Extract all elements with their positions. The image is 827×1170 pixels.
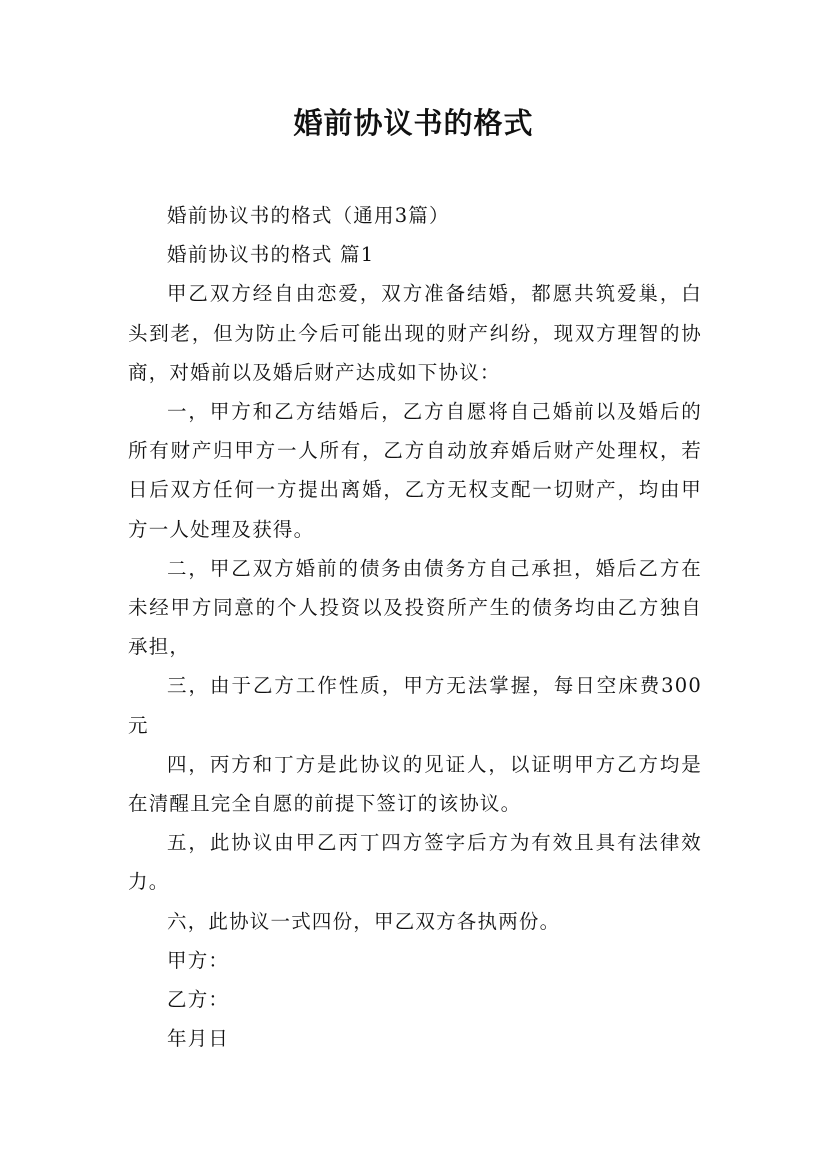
paragraph-section-heading: 婚前协议书的格式 篇1 <box>167 243 375 267</box>
document-title: 婚前协议书的格式 <box>293 106 534 140</box>
paragraph-clause-3: 三，由于乙方工作性质，甲方无法掌握，每日空床费300元 <box>128 674 702 737</box>
signature-party-b: 乙方： <box>167 988 230 1012</box>
paragraph-intro: 甲乙双方经自由恋爱，双方准备结婚，都愿共筑爱巢，白头到老，但为防止今后可能出现的财产纠纷，现双方理智的协商，对婚前以及婚后财产达成如下协议： <box>128 282 702 384</box>
paragraph-clause-2: 二，甲乙双方婚前的债务由债务方自己承担，婚后乙方在未经甲方同意的个人投资以及投资所产生的债务均由乙方独自承担， <box>128 556 702 659</box>
paragraph-clause-4: 四，丙方和丁方是此协议的见证人，以证明甲方乙方均是在清醒且完全自愿的前提下签订的该协议。 <box>128 752 702 816</box>
paragraph-clause-1: 一，甲方和乙方结婚后，乙方自愿将自己婚前以及婚后的所有财产归甲方一人所有，乙方自动放弃婚后财产处理权，若日后双方任何一方提出离婚，乙方无权支配一切财产，均由甲方一人处理及获得。 <box>128 400 702 541</box>
paragraph-clause-5: 五，此协议由甲乙丙丁四方签字后方为有效且具有法律效力。 <box>128 831 702 894</box>
paragraph-clause-6: 六，此协议一式四份，甲乙双方各执两份。 <box>167 909 561 933</box>
document-body <box>128 196 702 1058</box>
signature-party-a: 甲方： <box>167 948 230 972</box>
signature-date: 年月日 <box>167 1027 230 1051</box>
paragraph-subtitle: 婚前协议书的格式（通用3篇） <box>167 204 450 227</box>
